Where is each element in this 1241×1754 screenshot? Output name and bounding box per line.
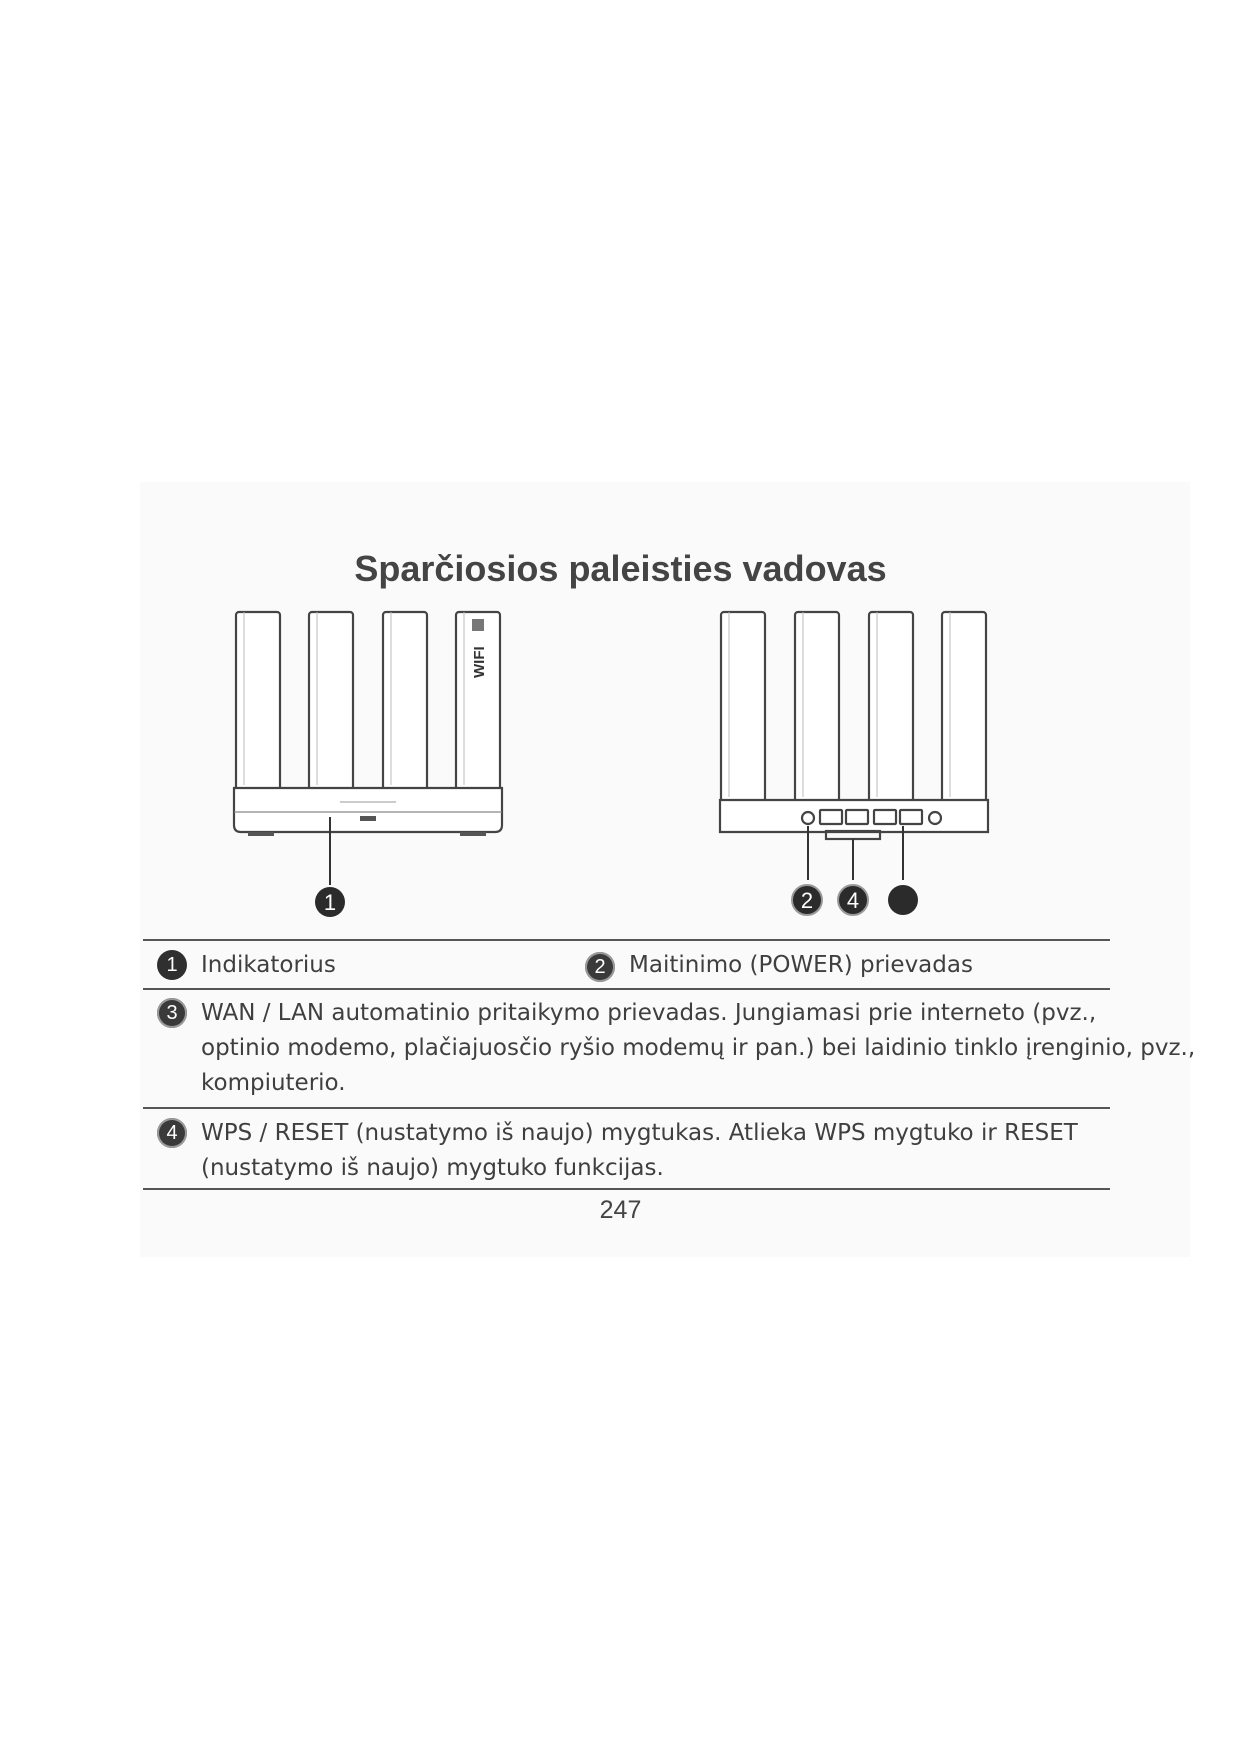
legend-1-badge: 1 (157, 950, 187, 980)
legend-3-line-2: optinio modemo, plačiajuosčio ryšio modemų ir pan.) bei laidinio tinklo įrenginio, pvz., (201, 1035, 1196, 1061)
legend-4-line-2: (nustatymo iš naujo) mygtuko funkcijas. (201, 1155, 664, 1181)
legend-3-badge: 3 (157, 998, 187, 1028)
callout-1-number: 1 (323, 890, 337, 915)
wifi-logo-mark (472, 619, 484, 631)
callout-4-number: 4 (846, 888, 860, 913)
page-number: 247 (599, 1196, 642, 1224)
legend-4-badge: 4 (157, 1118, 187, 1148)
antenna-wifi-label: WIFI (471, 646, 488, 678)
router-back-illustration (720, 612, 988, 839)
callout-leaders-back (808, 826, 903, 880)
table-rule-bottom (143, 1188, 1110, 1190)
legend-4-line-1: WPS / RESET (nustatymo iš naujo) mygtukas. Atlieka WPS mygtuko ir RESET (201, 1120, 1078, 1146)
page-title: Sparčiosios paleisties vadovas (354, 548, 887, 589)
callout-3-circle (888, 885, 918, 915)
router-front-illustration (234, 612, 502, 836)
legend-1-text: Indikatorius (201, 952, 336, 978)
legend-3-line-1: WAN / LAN automatinio pritaikymo prievadas. Jungiamasi prie interneto (pvz., (201, 1000, 1097, 1026)
table-rule-1 (143, 988, 1110, 990)
callout-2-number: 2 (800, 888, 814, 913)
legend-3-line-3: kompiuterio. (201, 1070, 346, 1096)
table-rule-top (143, 939, 1110, 941)
legend-2-badge: 2 (585, 952, 615, 982)
table-rule-2 (143, 1107, 1110, 1109)
legend-2-text: Maitinimo (POWER) prievadas (629, 952, 973, 978)
